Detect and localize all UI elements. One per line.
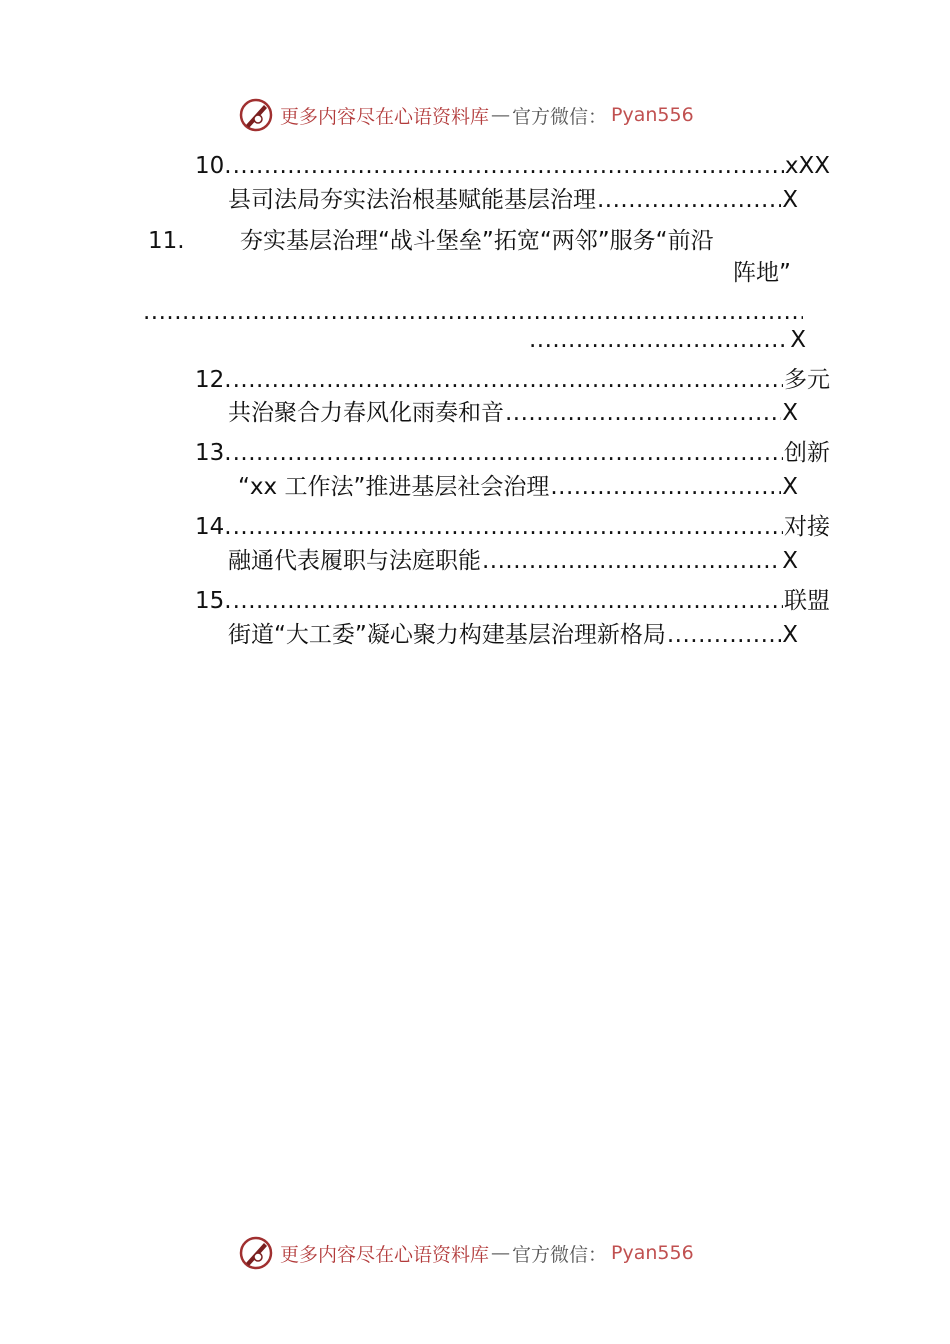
toc-leader (597, 184, 781, 216)
toc-leader (667, 619, 781, 651)
toc-page: X (782, 474, 798, 500)
toc-entry-15-line1 (195, 585, 830, 617)
toc-number: 14. (195, 514, 232, 540)
toc-entry-14-line1 (195, 511, 830, 543)
watermark-text: 更多内容尽在心语资料库 (280, 105, 490, 128)
toc-leader (233, 150, 784, 182)
toc-entry-10-line1 (195, 150, 830, 182)
toc-title: 夯实基层治理“战斗堡垒”拓宽“两邻”服务“前沿 (240, 228, 714, 254)
toc-page: X (782, 187, 798, 213)
toc-title: 共治聚合力春风化雨奏和音 (228, 400, 504, 426)
watermark-id: Pyan556 (611, 1242, 694, 1264)
toc-tail: 对接 (784, 514, 830, 540)
toc-tail: xXX (784, 153, 830, 179)
toc-page: X (782, 622, 798, 648)
toc-entry-12-line1 (195, 364, 830, 396)
watermark-subtitle: 官方微信： (512, 1243, 608, 1266)
toc-number: 11. (148, 228, 185, 254)
toc-tail: 联盟 (784, 588, 830, 614)
toc-number: 13. (195, 440, 232, 466)
watermark-separator: — (491, 1242, 511, 1264)
toc-page: X (782, 548, 798, 574)
toc-page: X (790, 327, 806, 353)
toc-entry-13-line1 (195, 437, 830, 469)
header-watermark (238, 95, 694, 135)
toc-entry-14-line2 (228, 545, 798, 577)
toc-leader (550, 471, 781, 503)
toc-tail: 多元 (784, 367, 830, 393)
watermark-separator: — (491, 104, 511, 126)
toc-number: 10. (195, 153, 232, 179)
toc-leader (529, 324, 789, 356)
toc-entry-10-line2 (228, 184, 798, 216)
toc-entry-13-line2 (238, 471, 798, 503)
toc-leader (482, 545, 781, 577)
toc-entry-12-line2 (228, 397, 798, 429)
watermark-id: Pyan556 (611, 104, 694, 126)
toc-page: X (782, 400, 798, 426)
toc-title: “xx 工作法”推进基层社会治理 (238, 474, 550, 500)
toc-title: 街道“大工委”凝心聚力构建基层治理新格局 (228, 622, 666, 648)
watermark-text: 更多内容尽在心语资料库 (280, 1243, 490, 1266)
watermark-subtitle: 官方微信： (512, 105, 608, 128)
toc-leader (233, 364, 783, 396)
toc-leader (505, 397, 781, 429)
toc-entry-15-line2 (228, 619, 798, 651)
toc-leader (233, 511, 783, 543)
pen-circle-logo-icon (238, 1235, 274, 1271)
toc-number: 15. (195, 588, 232, 614)
toc-title: 融通代表履职与法庭职能 (228, 548, 481, 574)
toc-number: 12. (195, 367, 232, 393)
toc-leader (233, 585, 783, 617)
footer-watermark (238, 1233, 694, 1273)
toc-leader (233, 437, 783, 469)
toc-title: 县司法局夯实法治根基赋能基层治理 (228, 187, 596, 213)
pen-circle-logo-icon (238, 97, 274, 133)
toc-title-continued: 阵地” (733, 260, 791, 286)
toc-entry-11-page-line (528, 324, 806, 356)
toc-tail: 创新 (784, 440, 830, 466)
